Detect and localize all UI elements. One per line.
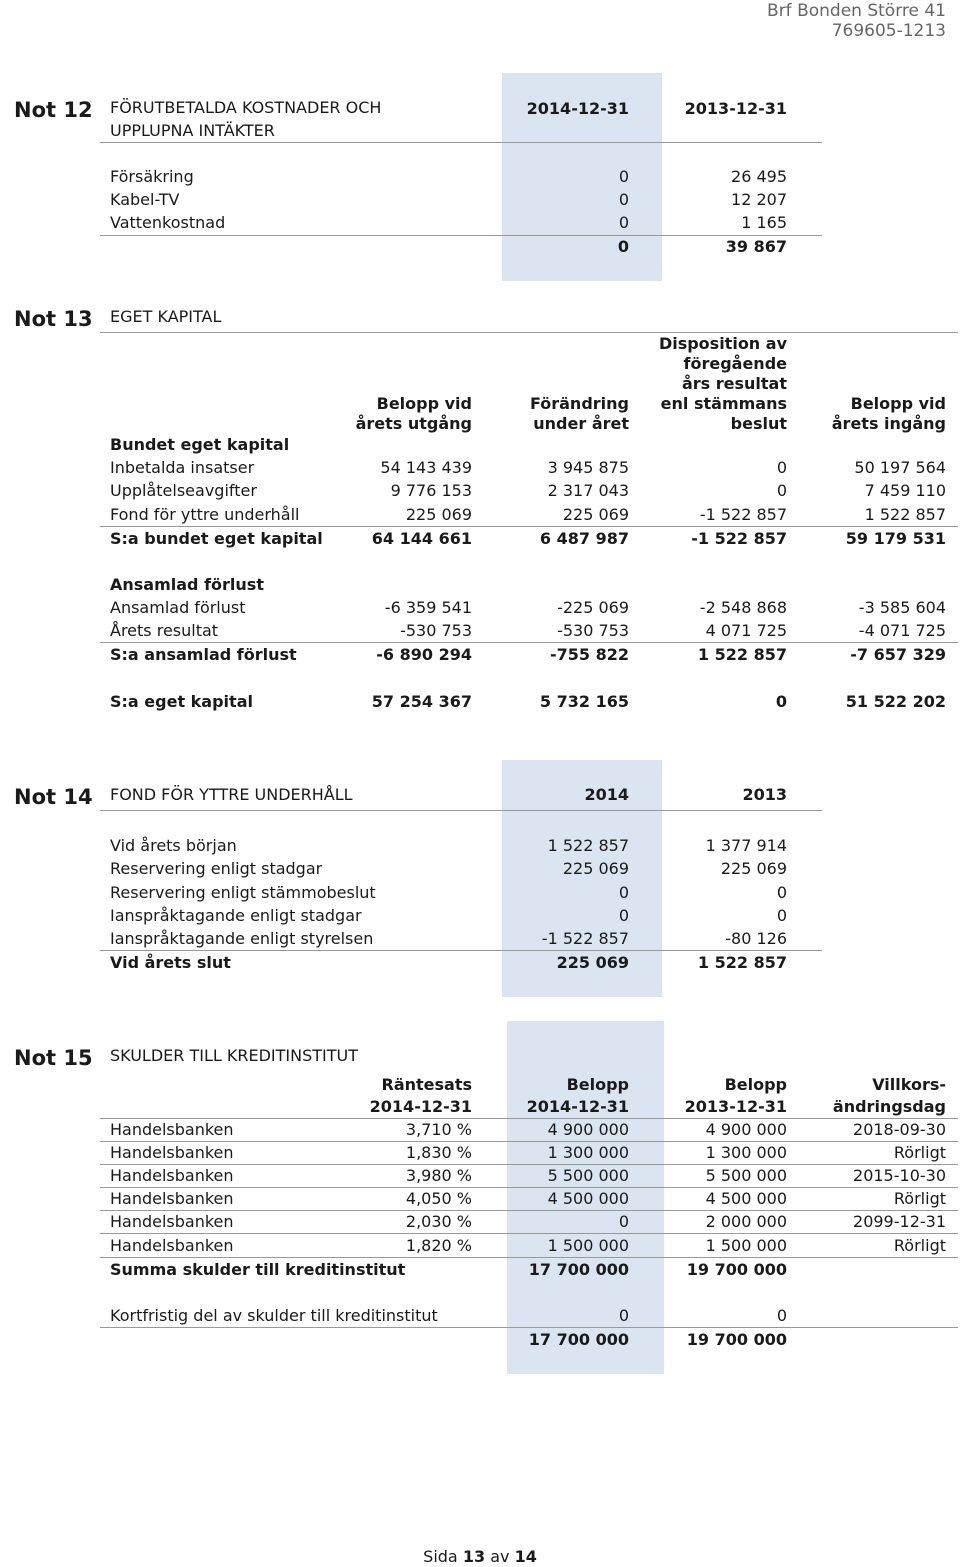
table-cell: -530 753: [557, 621, 629, 640]
table-cell: 12 207: [731, 190, 787, 209]
table-cell: -1 522 857: [691, 529, 787, 548]
table-cell: 0: [776, 481, 787, 500]
table-row-label: Årets resultat: [110, 621, 219, 640]
table-cell: Rörligt: [893, 1236, 946, 1255]
table-cell: 225 069: [562, 859, 629, 878]
note-14-col-2013: 2013: [742, 785, 787, 804]
table-cell: -1 522 857: [541, 929, 629, 948]
table-row-label: Ianspråktagande enligt styrelsen: [110, 929, 374, 948]
table-cell: -6 359 541: [384, 598, 472, 617]
table-row-label: Handelsbanken: [110, 1236, 234, 1255]
table-cell: 225 069: [720, 859, 787, 878]
table-cell: 17 700 000: [528, 1260, 629, 1279]
column-header: Belopp vid: [376, 394, 472, 413]
table-cell: 6 487 987: [539, 529, 629, 548]
table-cell: 0: [776, 1306, 787, 1325]
table-row-label: Ianspråktagande enligt stadgar: [110, 906, 362, 925]
note-15-total-2014: 17 700 000: [528, 1330, 629, 1349]
column-header: Förändring: [529, 394, 629, 413]
table-cell: -225 069: [557, 598, 629, 617]
table-cell: 2015-10-30: [853, 1166, 946, 1185]
table-cell: 2 317 043: [547, 481, 629, 500]
table-row-label: Inbetalda insatser: [110, 458, 255, 477]
column-header: Belopp vid: [850, 394, 946, 413]
table-cell: 54 143 439: [380, 458, 472, 477]
note-13-label: Not 13: [14, 307, 93, 331]
divider: [100, 1257, 958, 1258]
table-cell: 1 377 914: [705, 836, 787, 855]
table-cell: 51 522 202: [845, 692, 946, 711]
table-cell: 2099-12-31: [853, 1212, 946, 1231]
column-header: Villkors-: [872, 1075, 946, 1094]
page-separator: av: [490, 1547, 510, 1566]
column-header: 2013-12-31: [684, 1097, 787, 1116]
table-cell: 4 900 000: [705, 1120, 787, 1139]
note-14-col-2014: 2014: [584, 785, 629, 804]
table-cell: 0: [618, 213, 629, 232]
divider: [100, 810, 822, 811]
table-cell: 0: [618, 1306, 629, 1325]
table-cell: 1 300 000: [547, 1143, 629, 1162]
note-12-col-2013: 2013-12-31: [684, 99, 787, 118]
subtotal-label: S:a bundet eget kapital: [110, 529, 323, 548]
table-cell: 1 300 000: [705, 1143, 787, 1162]
table-cell: 1 500 000: [547, 1236, 629, 1255]
table-cell: 1,820 %: [405, 1236, 472, 1255]
table-row-label: Handelsbanken: [110, 1143, 234, 1162]
table-row-label: Kortfristig del av skulder till kreditinstitut: [110, 1306, 438, 1325]
note-12-label: Not 12: [14, 98, 93, 122]
table-cell: 7 459 110: [864, 481, 946, 500]
table-cell: 57 254 367: [371, 692, 472, 711]
section-heading: Bundet eget kapital: [110, 435, 290, 454]
table-cell: 0: [618, 1212, 629, 1231]
table-cell: 1 500 000: [705, 1236, 787, 1255]
table-cell: 1,830 %: [405, 1143, 472, 1162]
divider: [100, 526, 958, 527]
column-header: Disposition av: [658, 334, 787, 353]
column-header: års resultat: [681, 374, 787, 393]
table-row-label: Kabel-TV: [110, 190, 180, 209]
table-row-label: Fond för yttre underhåll: [110, 505, 300, 524]
table-cell: 2018-09-30: [853, 1120, 946, 1139]
column-header: 2014-12-31: [369, 1097, 472, 1116]
divider: [100, 1141, 958, 1142]
column-header: beslut: [730, 414, 787, 433]
table-cell: 225 069: [562, 505, 629, 524]
table-cell: Rörligt: [893, 1143, 946, 1162]
org-name: Brf Bonden Större 41: [767, 1, 946, 21]
divider: [100, 332, 958, 333]
table-cell: 0: [618, 883, 629, 902]
table-cell: -2 548 868: [699, 598, 787, 617]
table-cell: -80 126: [725, 929, 787, 948]
note-13-title: EGET KAPITAL: [110, 307, 222, 326]
table-cell: 0: [776, 458, 787, 477]
note-12-col-2014: 2014-12-31: [526, 99, 629, 118]
column-header: årets utgång: [355, 414, 472, 433]
note-12-total-2013: 39 867: [725, 237, 787, 256]
note-12-title-line1: FÖRUTBETALDA KOSTNADER OCH: [110, 98, 382, 117]
table-cell: 19 700 000: [686, 1260, 787, 1279]
table-row-label: Handelsbanken: [110, 1166, 234, 1185]
divider: [100, 642, 958, 643]
note-12-total-2014: 0: [617, 237, 629, 256]
table-row-label: Reservering enligt stadgar: [110, 859, 323, 878]
column-header: 2014-12-31: [526, 1097, 629, 1116]
table-cell: 3 945 875: [547, 458, 629, 477]
table-cell: -4 071 725: [858, 621, 946, 640]
column-header: föregående: [683, 354, 787, 373]
note-15-total-2013: 19 700 000: [686, 1330, 787, 1349]
table-cell: -1 522 857: [699, 505, 787, 524]
table-cell: 225 069: [556, 953, 629, 972]
table-cell: Rörligt: [893, 1189, 946, 1208]
table-row-label: Handelsbanken: [110, 1189, 234, 1208]
org-number: 769605-1213: [831, 21, 946, 41]
table-row-label: Vattenkostnad: [110, 213, 226, 232]
table-cell: 4,050 %: [405, 1189, 472, 1208]
note-12-title-line2: UPPLUPNA INTÄKTER: [110, 121, 275, 140]
table-row-label: Försäkring: [110, 167, 194, 186]
table-cell: 0: [618, 190, 629, 209]
note-15-label: Not 15: [14, 1046, 93, 1070]
table-cell: 2,030 %: [405, 1212, 472, 1231]
note-15-title: SKULDER TILL KREDITINSTITUT: [110, 1046, 359, 1065]
page-total: 14: [514, 1547, 537, 1566]
divider: [100, 235, 822, 236]
divider: [100, 1210, 958, 1211]
table-cell: 4 071 725: [705, 621, 787, 640]
divider: [100, 950, 822, 951]
table-cell: 59 179 531: [845, 529, 946, 548]
table-cell: 4 500 000: [705, 1189, 787, 1208]
table-row-label: Reservering enligt stämmobeslut: [110, 883, 376, 902]
table-cell: 2 000 000: [705, 1212, 787, 1231]
table-row-label: Ansamlad förlust: [110, 598, 246, 617]
table-cell: 26 495: [731, 167, 787, 186]
page-prefix: Sida: [423, 1547, 458, 1566]
table-cell: 5 732 165: [539, 692, 629, 711]
table-cell: 0: [776, 906, 787, 925]
page-number: 13: [462, 1547, 486, 1566]
column-header: Räntesats: [381, 1075, 472, 1094]
table-row-label: Handelsbanken: [110, 1120, 234, 1139]
table-cell: 1 522 857: [697, 953, 787, 972]
page-footer: [0, 1547, 960, 1567]
column-header: årets ingång: [831, 414, 946, 433]
divider: [100, 1118, 958, 1119]
column-header: ändringsdag: [832, 1097, 946, 1116]
note-14-title: FOND FÖR YTTRE UNDERHÅLL: [110, 785, 353, 804]
table-cell: 5 500 000: [547, 1166, 629, 1185]
note-14-label: Not 14: [14, 785, 93, 809]
table-cell: 9 776 153: [390, 481, 472, 500]
column-header: Belopp: [566, 1075, 629, 1094]
divider: [100, 1327, 958, 1328]
table-cell: 1 522 857: [547, 836, 629, 855]
table-cell: 0: [776, 883, 787, 902]
table-cell: 64 144 661: [371, 529, 472, 548]
table-cell: -755 822: [549, 645, 629, 664]
table-cell: 50 197 564: [854, 458, 946, 477]
table-cell: 3,980 %: [405, 1166, 472, 1185]
total-label: S:a eget kapital: [110, 692, 253, 711]
table-cell: -530 753: [400, 621, 472, 640]
section-heading: Ansamlad förlust: [110, 575, 264, 594]
table-cell: -7 657 329: [850, 645, 946, 664]
divider: [100, 142, 822, 143]
table-cell: -3 585 604: [858, 598, 946, 617]
table-row-label: Vid årets början: [110, 836, 237, 855]
table-row-label: Upplåtelseavgifter: [110, 481, 257, 500]
column-header: Belopp: [724, 1075, 787, 1094]
subtotal-label: S:a ansamlad förlust: [110, 645, 297, 664]
table-cell: 0: [618, 167, 629, 186]
table-cell: 1 165: [741, 213, 787, 232]
table-cell: 1 522 857: [864, 505, 946, 524]
column-header: under året: [533, 414, 629, 433]
table-cell: 1 522 857: [697, 645, 787, 664]
subtotal-label: Summa skulder till kreditinstitut: [110, 1260, 406, 1279]
table-cell: 0: [618, 906, 629, 925]
column-header: enl stämmans: [660, 394, 787, 413]
table-cell: 0: [775, 692, 787, 711]
table-row-label: Handelsbanken: [110, 1212, 234, 1231]
table-cell: 5 500 000: [705, 1166, 787, 1185]
table-cell: 4 900 000: [547, 1120, 629, 1139]
table-cell: 3,710 %: [405, 1120, 472, 1139]
total-label: Vid årets slut: [110, 953, 231, 972]
table-cell: 225 069: [405, 505, 472, 524]
table-cell: 4 500 000: [547, 1189, 629, 1208]
divider: [100, 1187, 958, 1188]
divider: [100, 1233, 958, 1234]
divider: [100, 1164, 958, 1165]
table-cell: -6 890 294: [376, 645, 472, 664]
